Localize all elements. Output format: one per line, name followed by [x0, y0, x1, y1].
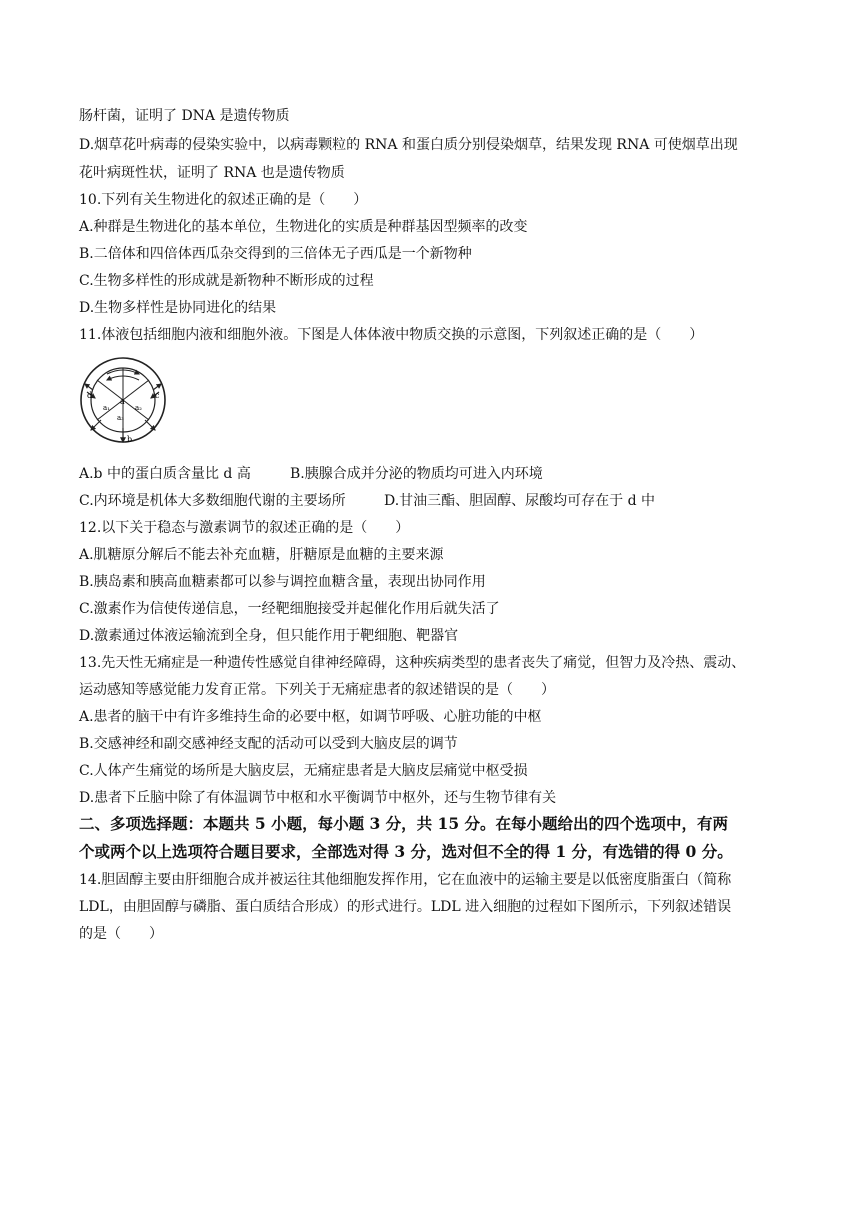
option-11c: C.内环境是机体大多数细胞代谢的主要场所 [79, 493, 346, 509]
option-9d: D.烟草花叶病毒的侵染实验中，以病毒颗粒的 RNA 和蛋白质分别侵染烟草，结果发现 RNA 可使烟草出现 [79, 137, 738, 153]
arrow [91, 420, 101, 430]
label-a1: a₁ [103, 404, 110, 412]
arrow [145, 420, 155, 430]
option-11a: A.b 中的蛋白质含量比 d 高 [79, 466, 251, 482]
arrow [153, 384, 161, 390]
option-13b: B.交感神经和副交感神经支配的活动可以受到大脑皮层的调节 [79, 736, 458, 752]
divider-line [123, 380, 149, 400]
option-12d: D.激素通过体液运输流到全身，但只能作用于靶细胞、靶器官 [79, 628, 459, 644]
question-14: 14.胆固醇主要由肝细胞合成并被运往其他细胞发挥作用，它在血液中的运输主要是以低密度脂蛋白（简称 [79, 872, 732, 888]
option-10a: A.种群是生物进化的基本单位，生物进化的实质是种群基因型频率的改变 [79, 219, 528, 235]
question-13-cont: 运动感知等感觉能力发育正常。下列关于无痛症患者的叙述错误的是（ ） [79, 682, 555, 698]
body-fluid-diagram [79, 354, 167, 446]
option-10c: C.生物多样性的形成就是新物种不断形成的过程 [79, 273, 374, 289]
option-13c: C.人体产生痛觉的场所是大脑皮层，无痛症患者是大脑皮层痛觉中枢受损 [79, 763, 528, 779]
section-heading: 二、多项选择题：本题共 5 小题，每小题 3 分，共 15 分。在每小题给出的四个选项中，有两 [79, 814, 729, 833]
text-line: 花叶病斑性状，证明了 RNA 也是遗传物质 [79, 165, 345, 181]
option-13d: D.患者下丘脑中除了有体温调节中枢和水平衡调节中枢外，还与生物节律有关 [79, 790, 557, 806]
label-d: d [87, 391, 93, 400]
question-13: 13.先天性无痛症是一种遗传性感觉自律神经障碍，这种疾病类型的患者丧失了痛觉，但智力及冷热、震动、 [79, 655, 746, 671]
label-a: a [120, 397, 125, 406]
option-12c: C.激素作为信使传递信息，一经靶细胞接受并起催化作用后就失活了 [79, 601, 500, 617]
option-10b: B.二倍体和四倍体西瓜杂交得到的三倍体无子西瓜是一个新物种 [79, 246, 472, 262]
question-14-cont: LDL，由胆固醇与磷脂、蛋白质结合形成）的形式进行。LDL 进入细胞的过程如下图所示，下列叙述错误 [79, 899, 732, 915]
question-14-cont: 的是（ ） [79, 926, 163, 942]
question-12: 12.以下关于稳态与激素调节的叙述正确的是（ ） [79, 520, 410, 536]
question-11: 11.体液包括细胞内液和细胞外液。下图是人体体液中物质交换的示意图，下列叙述正确的是（ ） [79, 327, 704, 343]
label-b: b [127, 435, 133, 444]
option-11b: B.胰腺合成并分泌的物质均可进入内环境 [290, 466, 543, 482]
option-11d: D.甘油三酯、胆固醇、尿酸均可存在于 d 中 [384, 493, 656, 509]
text-line: 肠杆菌，证明了 DNA 是遗传物质 [79, 108, 290, 124]
arrow [85, 384, 93, 390]
label-a3: a₃ [117, 414, 124, 422]
option-12b: B.胰岛素和胰高血糖素都可以参与调控血糖含量，表现出协同作用 [79, 574, 486, 590]
option-12a: A.肌糖原分解后不能去补充血糖，肝糖原是血糖的主要来源 [79, 547, 444, 563]
section-heading-cont: 个或两个以上选项符合题目要求，全部选对得 3 分，选对但不全的得 1 分，有选错的得 0 分。 [79, 842, 733, 861]
label-a2: a₂ [135, 404, 142, 412]
label-c: c [155, 391, 160, 400]
option-13a: A.患者的脑干中有许多维持生命的必要中枢，如调节呼吸、心脏功能的中枢 [79, 709, 542, 725]
option-10d: D.生物多样性是协同进化的结果 [79, 300, 277, 316]
question-10: 10.下列有关生物进化的叙述正确的是（ ） [79, 192, 368, 208]
